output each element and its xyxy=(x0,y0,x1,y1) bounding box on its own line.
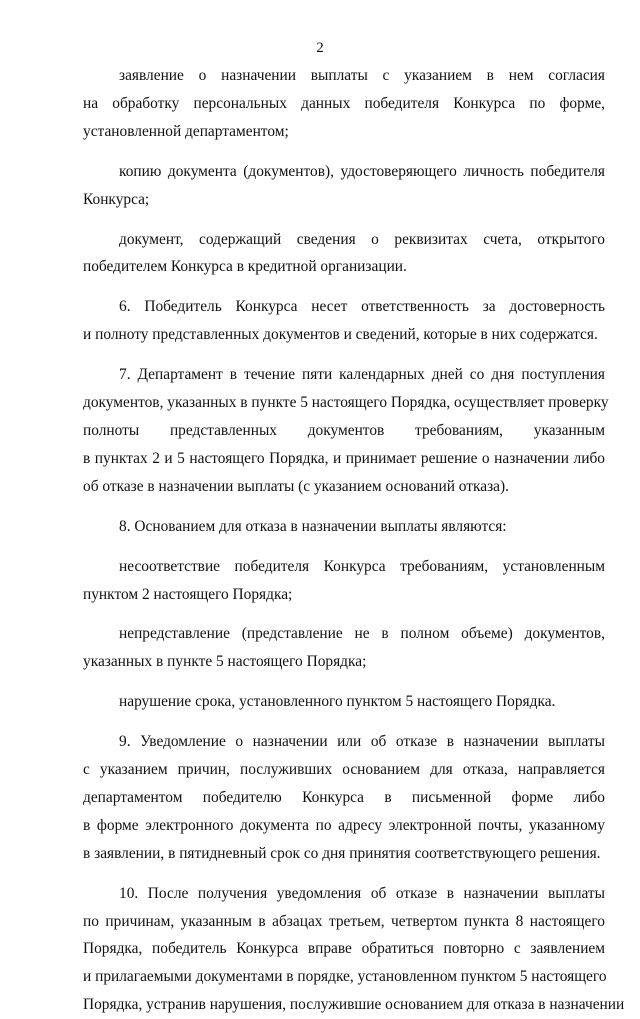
text-line: указанных в пункте 5 настоящего Порядка; xyxy=(83,653,367,671)
text-line: заявление о назначении выплаты с указанием в нем согласия xyxy=(119,67,605,84)
paragraph-gap xyxy=(83,501,605,513)
text-line: 10. После получения уведомления об отказе в назначении выплаты xyxy=(119,884,605,902)
paragraph-gap xyxy=(83,676,605,688)
text-line: полноты представленных документов требованиям, указанным xyxy=(83,421,605,439)
text-line: в форме электронного документа по адресу электронной почты, указанному xyxy=(83,816,605,834)
text-line: и полноту представленных документов и сведений, которые в них содержатся. xyxy=(83,326,598,344)
paragraph xyxy=(83,293,605,349)
text-line: департаментом победителю Конкурса в письменной форме либо xyxy=(83,788,605,806)
paragraph xyxy=(83,688,605,716)
text-line: непредставление (представление не в полном объеме) документов, xyxy=(119,625,605,643)
text-line: несоответствие победителя Конкурса требованиям, установленным xyxy=(119,557,605,575)
text-line: пунктом 2 настоящего Порядка; xyxy=(83,585,293,603)
text-line: по причинам, указанным в абзацах третьем, четвертом пункта 8 настоящего xyxy=(83,912,605,930)
text-line: документ, содержащий сведения о реквизитах счета, открытого xyxy=(119,230,605,248)
text-line: об отказе в назначении выплаты (с указанием оснований отказа). xyxy=(83,477,509,495)
text-line: копию документа (документов), удостоверяющего личность победителя xyxy=(119,162,605,180)
text-line: Порядка, победитель Конкурса вправе обратиться повторно с заявлением xyxy=(83,940,605,958)
paragraph xyxy=(83,226,605,282)
text-line: Конкурса; xyxy=(83,190,150,208)
paragraph-gap xyxy=(83,146,605,158)
paragraph xyxy=(83,880,625,1019)
paragraph xyxy=(83,361,609,501)
paragraph-gap xyxy=(83,868,605,880)
text-line: на обработку персональных данных победителя Конкурса по форме, xyxy=(83,94,605,112)
text-line: в заявлении, в пятидневный срок со дня принятия соответствующего решения. xyxy=(83,844,601,862)
text-line: с указанием причин, послуживших основанием для отказа, направляется xyxy=(83,761,605,779)
text-line: Порядка, устранив нарушения, послужившие основанием для отказа в назначении xyxy=(83,996,625,1014)
text-line: документов, указанных в пункте 5 настоящего Порядка, осуществляет проверку xyxy=(83,394,609,412)
text-line: установленной департаментом; xyxy=(83,122,289,140)
paragraph-gap xyxy=(83,214,605,226)
page-number: 2 xyxy=(316,40,324,56)
document-body xyxy=(83,62,625,1019)
text-line: победителем Конкурса в кредитной организации. xyxy=(83,258,407,276)
paragraph-gap xyxy=(83,541,605,553)
paragraph-gap xyxy=(83,716,605,728)
paragraph-gap xyxy=(83,608,605,620)
paragraph xyxy=(83,513,605,541)
text-line: 9. Уведомление о назначении или об отказе в назначении выплаты xyxy=(119,733,605,751)
paragraph-gap xyxy=(83,349,605,361)
paragraph xyxy=(83,553,605,609)
paragraph xyxy=(83,158,605,214)
paragraph xyxy=(83,728,605,868)
text-line: 7. Департамент в течение пяти календарных дней со дня поступления xyxy=(119,366,605,384)
text-line: в пунктах 2 и 5 настоящего Порядка, и принимает решение о назначении либо xyxy=(83,449,605,467)
paragraph xyxy=(83,620,605,676)
text-line: нарушение срока, установленного пунктом 5 настоящего Порядка. xyxy=(119,693,556,711)
text-line: 6. Победитель Конкурса несет ответственность за достоверность xyxy=(119,298,605,316)
text-line: 8. Основанием для отказа в назначении выплаты являются: xyxy=(119,517,507,535)
text-line: и прилагаемыми документами в порядке, установленном пунктом 5 настоящего xyxy=(83,968,607,986)
paragraph xyxy=(83,62,605,146)
paragraph-gap xyxy=(83,281,605,293)
